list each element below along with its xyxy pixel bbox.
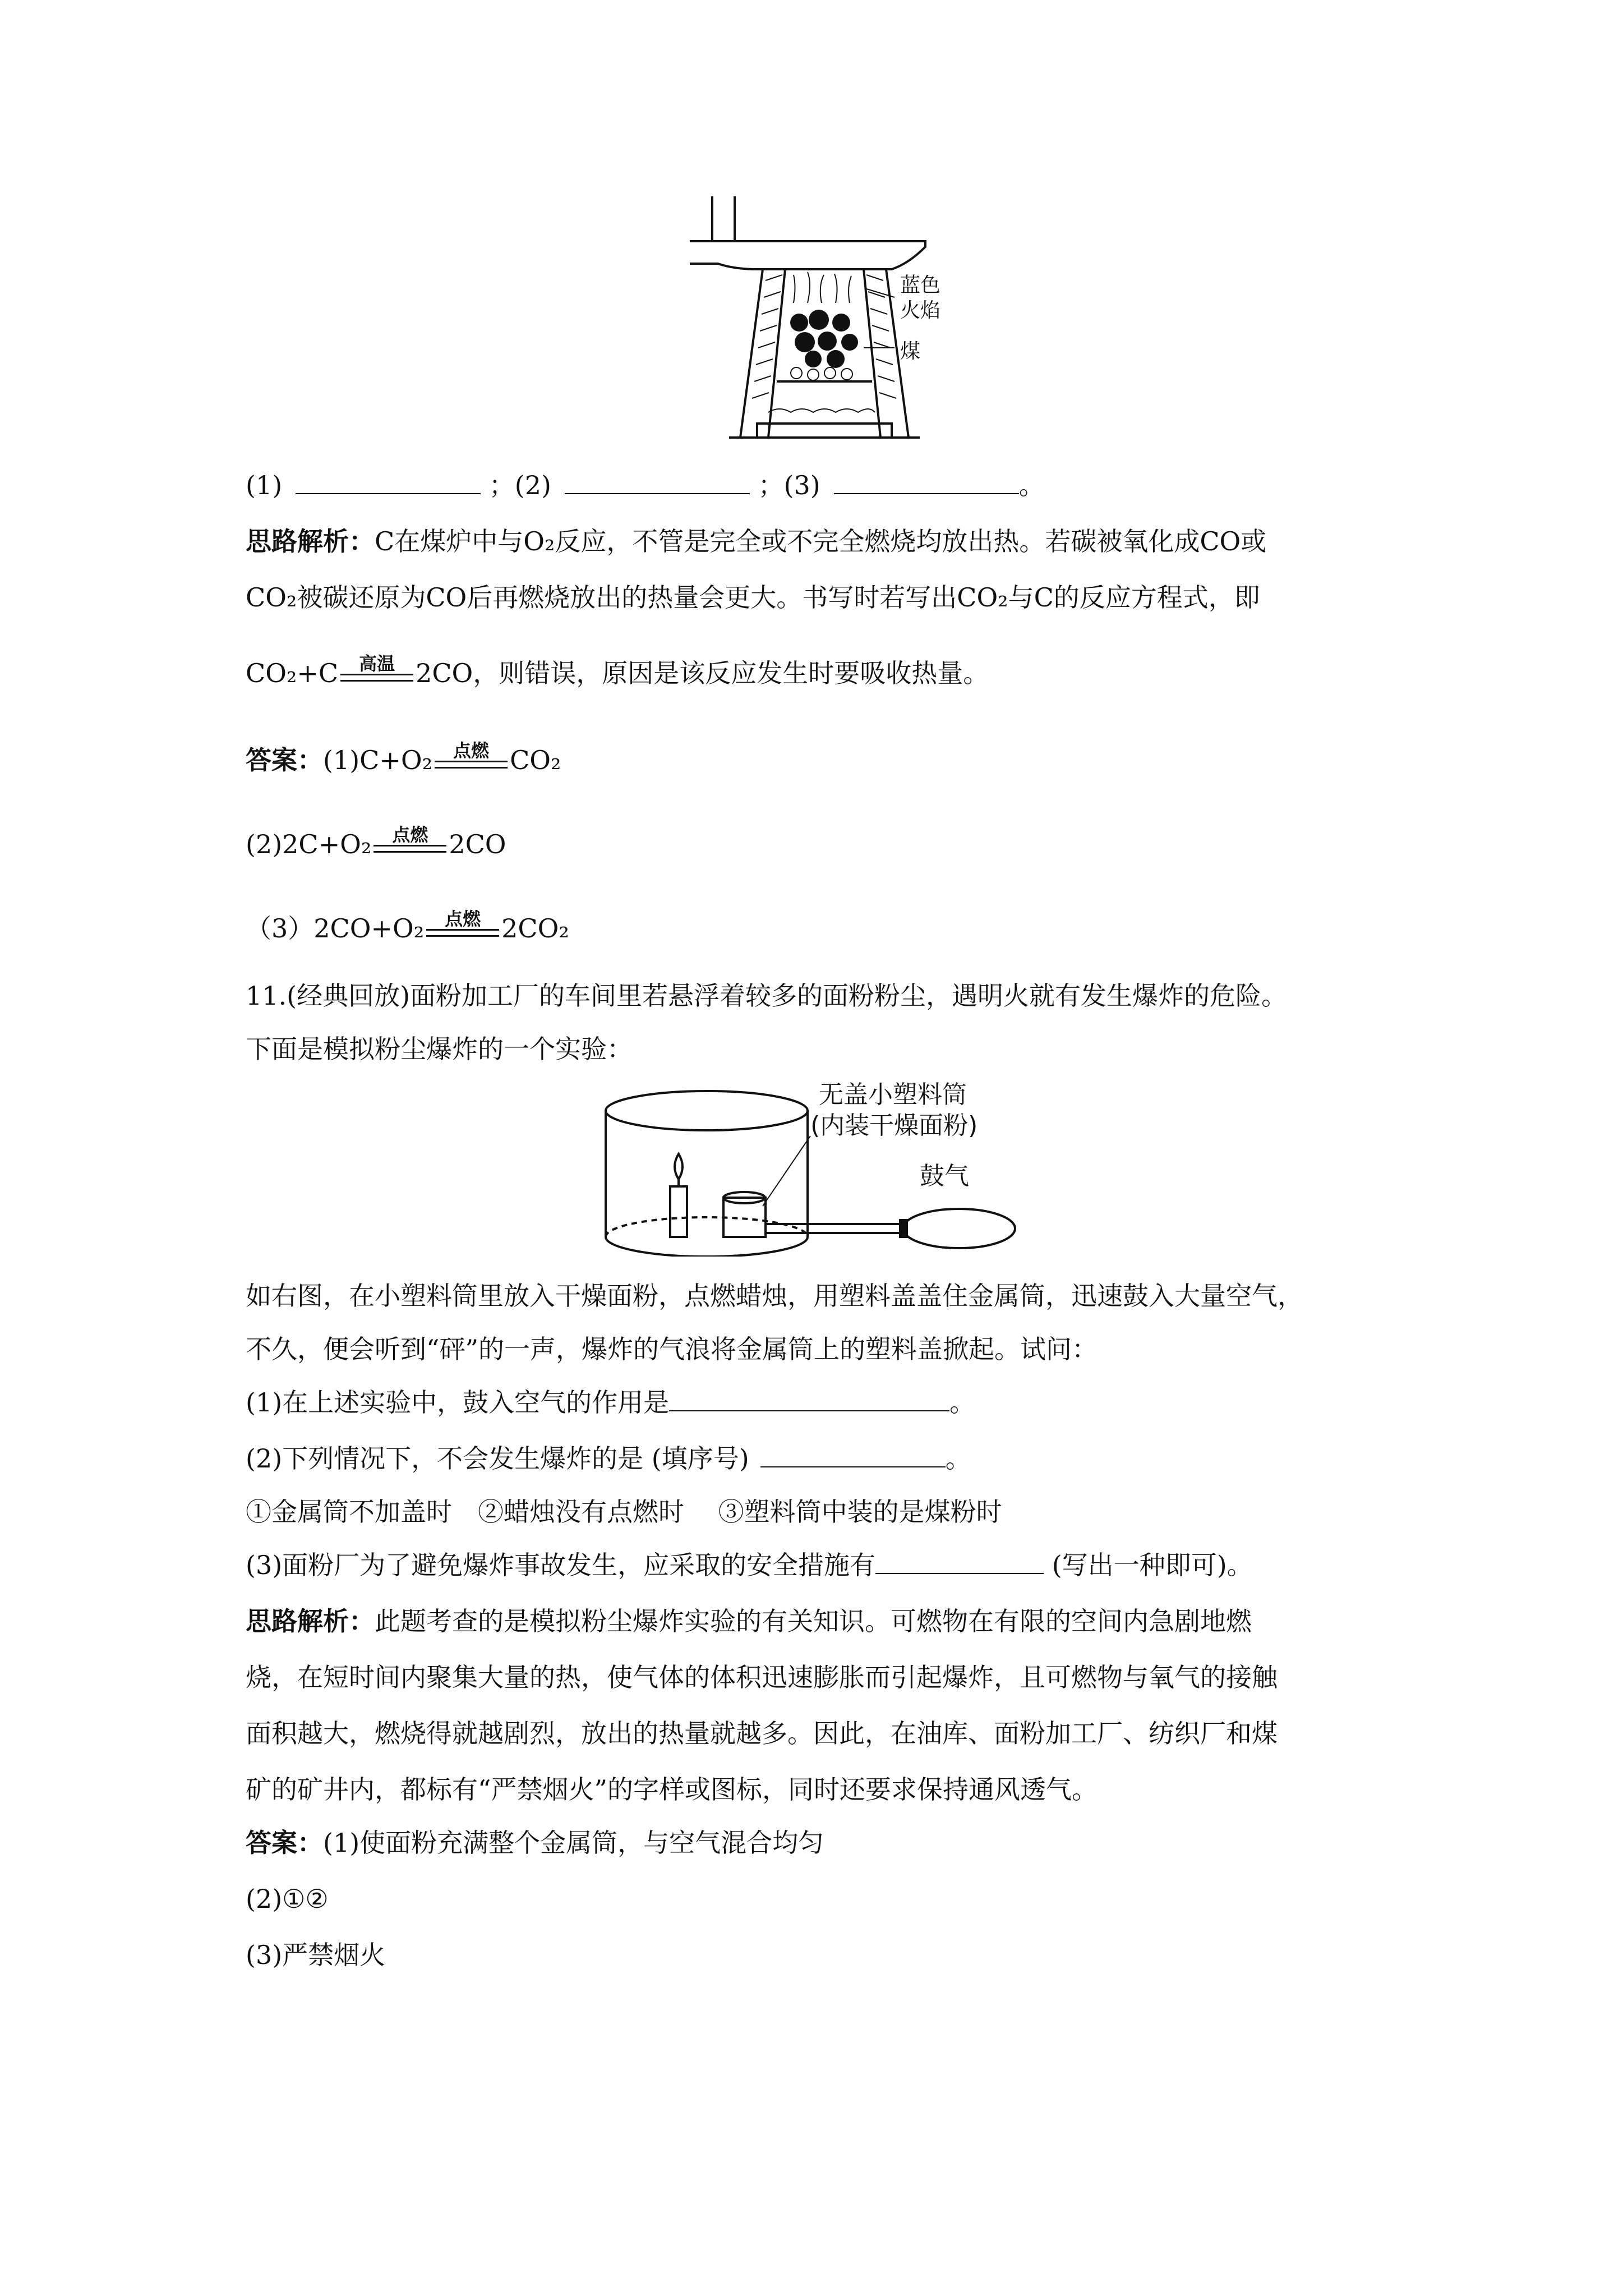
blank-label-2: ；(2) bbox=[488, 470, 551, 500]
answer11-a1: (1)使面粉充满整个金属筒，与空气混合均匀 bbox=[323, 1828, 824, 1858]
q10-blanks-line bbox=[246, 468, 1045, 502]
q11-blank-1[interactable] bbox=[669, 1388, 949, 1411]
condition-ignite-1 bbox=[435, 740, 508, 769]
condition-high-temp bbox=[340, 654, 413, 682]
analysis-label: 思路解析： bbox=[246, 526, 375, 556]
q11-q2: (2)下列情况下，不会发生爆炸的是 (填序号) bbox=[246, 1443, 749, 1474]
analysis10-line2 bbox=[246, 581, 1260, 614]
answer11-a2: (2)①② bbox=[246, 1884, 329, 1914]
answer10-line1 bbox=[246, 740, 561, 781]
analysis10-eq-right: 2CO，则错误，原因是该反应发生时要吸收热量。 bbox=[416, 658, 989, 688]
q11-stem-line1 bbox=[246, 979, 1287, 1013]
answer11-a3: (3)严禁烟火 bbox=[246, 1940, 386, 1970]
answer11-line1 bbox=[246, 1826, 824, 1860]
q11-part3 bbox=[246, 1548, 1253, 1582]
condition-ignite-2 bbox=[374, 825, 446, 853]
coal-stove-figure bbox=[673, 191, 965, 454]
answer-label: 答案： bbox=[246, 1828, 323, 1858]
cup-label-2: (内装干燥面粉) bbox=[810, 1111, 978, 1140]
answer10-a3-right: 2CO₂ bbox=[501, 913, 569, 944]
answer-blank-2[interactable] bbox=[565, 471, 750, 494]
analysis11-text2: 烧，在短时间内聚集大量的热，使气体的体积迅速膨胀而引起爆炸，且可燃物与氧气的接触 bbox=[246, 1662, 1278, 1692]
q11-part1 bbox=[246, 1386, 975, 1419]
answer-label: 答案： bbox=[246, 745, 323, 775]
blank-label-3: ；(3) bbox=[758, 470, 820, 500]
blank-end: 。 bbox=[1018, 470, 1045, 500]
blank-label-1: (1) bbox=[246, 470, 283, 500]
q11-blank-3[interactable] bbox=[875, 1550, 1044, 1574]
analysis10-text2: CO₂被碳还原为CO后再燃烧放出的热量会更大。书写时若写出CO₂与C的反应方程式，即 bbox=[246, 582, 1260, 613]
q11-options-text: ①金属筒不加盖时 ②蜡烛没有点燃时 ③塑料筒中装的是煤粉时 bbox=[246, 1497, 1002, 1527]
analysis11-text1: 此题考查的是模拟粉尘爆炸实验的有关知识。可燃物在有限的空间内急剧地燃 bbox=[375, 1606, 1252, 1636]
answer10-a1-left: (1)C+O₂ bbox=[323, 745, 433, 775]
q11-desc-line1 bbox=[246, 1279, 1303, 1313]
coal-label: 煤 bbox=[900, 340, 921, 363]
q11-stem-line2 bbox=[246, 1032, 633, 1066]
analysis10-eq-left: CO₂+C bbox=[246, 658, 339, 688]
q11-q2-end: 。 bbox=[945, 1443, 971, 1474]
dust-explosion-figure bbox=[600, 1077, 1026, 1257]
flame-label-1: 蓝色 bbox=[900, 274, 941, 297]
analysis11-line1 bbox=[246, 1604, 1252, 1638]
answer10-a1-right: CO₂ bbox=[510, 745, 561, 775]
answer10-a2-left: (2)2C+O₂ bbox=[246, 829, 372, 859]
analysis11-text4: 矿的矿井内，都标有“严禁烟火”的字样或图标，同时还要求保持通风透气。 bbox=[246, 1774, 1098, 1805]
analysis11-line3 bbox=[246, 1717, 1278, 1750]
flame-label-2: 火焰 bbox=[900, 299, 941, 322]
q11-options bbox=[246, 1495, 1002, 1529]
analysis10-line3 bbox=[246, 653, 989, 694]
blow-air-label: 鼓气 bbox=[920, 1162, 969, 1190]
q11-desc1: 如右图，在小塑料筒里放入干燥面粉，点燃蜡烛，用塑料盖盖住金属筒，迅速鼓入大量空气， bbox=[246, 1281, 1303, 1311]
analysis11-text3: 面积越大，燃烧得就越剧烈，放出的热量就越多。因此，在油库、面粉加工厂、纺织厂和煤 bbox=[246, 1718, 1278, 1749]
answer10-a2-right: 2CO bbox=[449, 829, 506, 859]
answer11-line2 bbox=[246, 1882, 329, 1916]
cup-label-1: 无盖小塑料筒 bbox=[819, 1080, 967, 1109]
answer10-a3-left: （3）2CO+O₂ bbox=[246, 913, 425, 944]
q11-q3: (3)面粉厂为了避免爆炸事故发生，应采取的安全措施有 bbox=[246, 1550, 876, 1580]
q11-q3-end: (写出一种即可)。 bbox=[1044, 1550, 1253, 1580]
condition-text: 高温 bbox=[359, 653, 395, 674]
analysis10-text1: C在煤炉中与O₂反应，不管是完全或不完全燃烧均放出热。若碳被氧化成CO或 bbox=[375, 526, 1267, 556]
q11-desc2: 不久，便会听到“砰”的一声，爆炸的气浪将金属筒上的塑料盖掀起。试问： bbox=[246, 1334, 1098, 1364]
analysis11-line4 bbox=[246, 1773, 1098, 1806]
answer10-line3 bbox=[246, 908, 569, 949]
answer-blank-1[interactable] bbox=[296, 471, 481, 494]
q11-blank-2[interactable] bbox=[760, 1444, 946, 1467]
q11-desc-line2 bbox=[246, 1332, 1098, 1366]
analysis-label: 思路解析： bbox=[246, 1606, 375, 1636]
q11-q1: (1)在上述实验中，鼓入空气的作用是 bbox=[246, 1387, 670, 1418]
condition-text: 点燃 bbox=[392, 824, 428, 845]
analysis10-line1 bbox=[246, 524, 1266, 558]
answer10-line2 bbox=[246, 824, 506, 865]
analysis11-line2 bbox=[246, 1660, 1278, 1694]
q11-q1-end: 。 bbox=[949, 1387, 976, 1418]
condition-text: 点燃 bbox=[453, 740, 490, 761]
answer11-line3 bbox=[246, 1938, 385, 1972]
condition-ignite-3 bbox=[426, 909, 499, 937]
answer-blank-3[interactable] bbox=[834, 471, 1019, 494]
q11-stem2: 下面是模拟粉尘爆炸的一个实验： bbox=[246, 1034, 633, 1064]
condition-text: 点燃 bbox=[445, 908, 481, 930]
q11-stem1: 11.(经典回放)面粉加工厂的车间里若悬浮着较多的面粉粉尘，遇明火就有发生爆炸的危险。 bbox=[246, 981, 1288, 1011]
q11-part2 bbox=[246, 1442, 971, 1475]
